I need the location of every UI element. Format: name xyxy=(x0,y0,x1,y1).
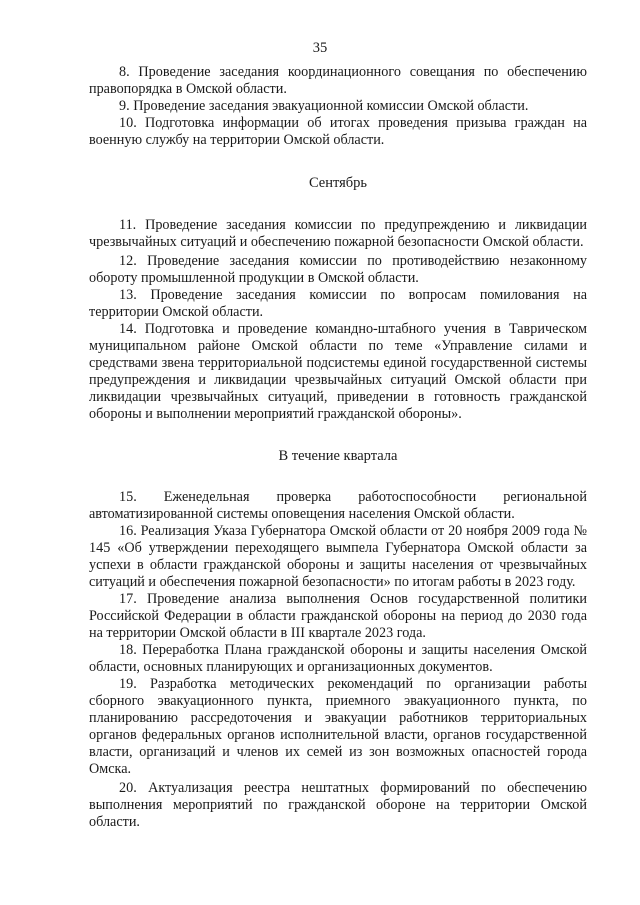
item-text: Подготовка и проведение командно-штабного учения в Таврическом муниципальном районе Омской области по теме «Управление силами и средствами звена территориальной подсистемы единой государственной системы предупреждения и ликвидации чрезвычайных ситуаций Омской области при ликвидации чрезвычайных ситуаций, приведении в готовность гражданской обороны и выполнении мероприятий гражданской обороны». xyxy=(89,321,587,422)
item-number: 15. xyxy=(119,489,137,505)
item-number: 20. xyxy=(119,780,137,796)
list-item xyxy=(89,591,587,642)
item-number: 16. xyxy=(119,523,137,539)
item-number: 19. xyxy=(119,676,137,692)
item-number: 9. xyxy=(119,98,130,114)
item-text: Проведение заседания комиссии по предупреждению и ликвидации чрезвычайных ситуаций и обеспечению пожарной безопасности Омской области. xyxy=(89,217,587,250)
item-number: 12. xyxy=(119,253,137,269)
section-heading-september: Сентябрь xyxy=(308,175,368,191)
item-text: Разработка методических рекомендаций по организации работы сборного эвакуационного пункта, приемного эвакуационного пункта, по планированию рассредоточения и эвакуации работников территориальных органов федеральных органов исполнительной власти, органов государственной власти, организаций и членов их семей из зон возможных опасностей города Омска. xyxy=(89,676,587,777)
list-item xyxy=(89,321,587,423)
list-item xyxy=(89,287,587,321)
section-heading-quarter: В течение квартала xyxy=(278,448,398,464)
item-text: Проведение анализа выполнения Основ государственной политики Российской Федерации в области гражданской обороны на период до 2030 года на территории Омской области в III квартале 2023 года. xyxy=(89,591,587,641)
list-item xyxy=(89,780,587,831)
item-number: 14. xyxy=(119,321,137,337)
item-text: Переработка Плана гражданской обороны и защиты населения Омской области, основных планирующих и организационных документов. xyxy=(89,642,588,675)
item-text: Проведение заседания эвакуационной комиссии Омской области. xyxy=(133,98,529,114)
page-number: 35 xyxy=(312,40,328,56)
item-number: 18. xyxy=(119,642,137,658)
item-number: 13. xyxy=(119,287,137,303)
list-item xyxy=(89,217,587,251)
list-item xyxy=(89,64,587,98)
document-body xyxy=(89,64,587,831)
list-item xyxy=(89,642,587,676)
item-number: 17. xyxy=(119,591,137,607)
list-item xyxy=(89,489,587,523)
item-text: Еженедельная проверка работоспособности региональной автоматизированной системы оповещения населения Омской области. xyxy=(89,489,587,522)
item-text: Реализация Указа Губернатора Омской области от 20 ноября 2009 года № 145 «Об утверждении переходящего вымпела Губернатора Омской области за успехи в области гражданской обороны и защиты населения от чрезвычайных ситуаций и обеспечения пожарной безопасности» по итогам работы в 2023 году. xyxy=(89,523,587,590)
item-text: Актуализация реестра нештатных формирований по обеспечению выполнения мероприятий по гражданской обороне на территории Омской области. xyxy=(89,780,587,830)
list-item xyxy=(89,115,587,149)
item-number: 8. xyxy=(119,64,130,80)
item-text: Проведение заседания комиссии по противодействию незаконному обороту промышленной продукции в Омской области. xyxy=(89,253,588,286)
item-text: Проведение заседания комиссии по вопросам помилования на территории Омской области. xyxy=(89,287,587,320)
list-item xyxy=(89,523,587,591)
list-item xyxy=(89,253,587,287)
item-text: Подготовка информации об итогах проведения призыва граждан на военную службу на территории Омской области. xyxy=(89,115,588,148)
item-number: 11. xyxy=(119,217,137,233)
list-item xyxy=(89,676,587,778)
item-text: Проведение заседания координационного совещания по обеспечению правопорядка в Омской области. xyxy=(89,64,587,97)
list-item xyxy=(89,98,587,115)
item-number: 10. xyxy=(119,115,137,131)
